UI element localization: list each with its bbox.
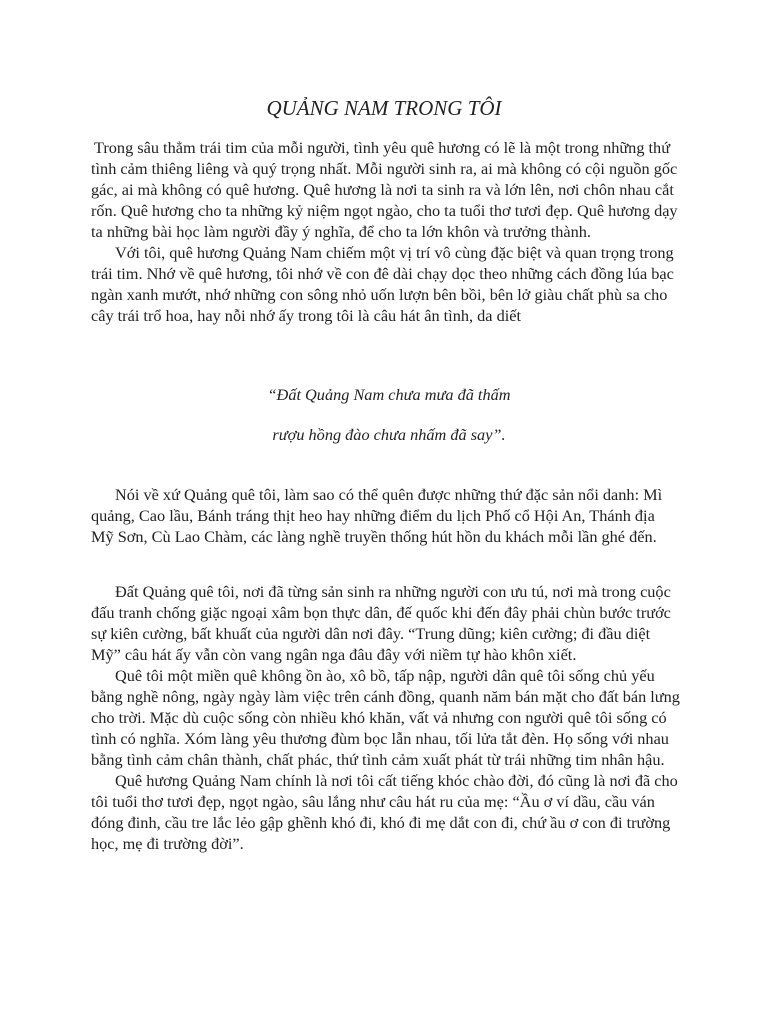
paragraph-4: Đất Quảng quê tôi, nơi đã từng sản sinh ra những người con ưu tú, nơi mà trong cuộc đấu tranh chống giặc ngoại xâm bọn thực dân, đế quốc khi đến đây phải chùn bước trước sự kiên cường, bất khuất của người dân nơi đây. “Trung dũng; kiên cường; đi đầu diệt Mỹ” câu hát ấy vẫn còn vang ngân nga đâu đây với niềm tự hào khôn xiết.: [91, 582, 671, 664]
quote-line-1: “Đất Quảng Nam chưa mưa đã thấm: [267, 385, 511, 404]
paragraph-2: Với tôi, quê hương Quảng Nam chiếm một vị trí vô cùng đặc biệt và quan trọng trong trái tim. Nhớ về quê hương, tôi nhớ về con đê dài chạy dọc theo những cách đồng lúa bạc ngàn xanh mướt, nhớ những con sông nhỏ uốn lượn bên bồi, bên lở giàu chất phù sa cho cây trái trổ hoa, hay nỗi nhớ ấy trong tôi là câu hát ân tình, da diết: [91, 243, 674, 325]
specialties-block: [91, 484, 681, 547]
document-title: QUẢNG NAM TRONG TÔI: [266, 96, 502, 120]
paragraph-3: Nói về xứ Quảng quê tôi, làm sao có thể quên được những thứ đặc sản nổi danh: Mì quảng, Cao lầu, Bánh tráng thịt heo hay những điểm du lịch Phố cổ Hội An, Thánh địa Mỹ Sơn, Cù Lao Chàm, các làng nghề truyền thống hút hồn du khách mỗi lần ghé đến.: [91, 485, 663, 546]
quote-line-2: rượu hồng đào chưa nhấm đã say”.: [272, 425, 506, 444]
intro-block: [91, 137, 681, 326]
paragraph-6: Quê hương Quảng Nam chính là nơi tôi cất tiếng khóc chào đời, đó cũng là nơi đã cho tôi tuổi thơ tươi đẹp, ngọt ngào, sâu lắng như câu hát ru của mẹ: “Ầu ơ ví dầu, cầu ván đóng đinh, cầu tre lắc lẻo gập ghềnh khó đi, khó đi mẹ dắt con đi, chứ ầu ơ con đi trường học, mẹ đi trường đời”.: [91, 771, 678, 853]
paragraph-intro: Trong sâu thẳm trái tim của mỗi người, tình yêu quê hương có lẽ là một trong những thứ tình cảm thiêng liêng và quý trọng nhất. Mỗi người sinh ra, ai mà không có cội nguồn gốc gác, ai mà không có quê hương. Quê hương là nơi ta sinh ra và lớn lên, nơi chôn nhau cắt rốn. Quê hương cho ta những kỷ niệm ngọt ngào, cho ta tuổi thơ tươi đẹp. Quê hương dạy ta những bài học làm người đầy ý nghĩa, để cho ta lớn khôn và trưởng thành.: [91, 138, 678, 241]
paragraph-5: Quê tôi một miền quê không ồn ào, xô bồ, tấp nập, người dân quê tôi sống chủ yếu bằng nghề nông, ngày ngày làm việc trên cánh đồng, quanh năm bán mặt cho đất bán lưng cho trời. Mặc dù cuộc sống còn nhiều khó khăn, vất vả nhưng con người quê tôi sống có tình có nghĩa. Xóm làng yêu thương đùm bọc lẫn nhau, tối lửa tắt đèn. Họ sống với nhau bằng tình cảm chân thành, chất phác, thứ tình cảm xuất phát từ trái những tim nhân hậu.: [91, 666, 680, 769]
homeland-block: [91, 581, 681, 854]
